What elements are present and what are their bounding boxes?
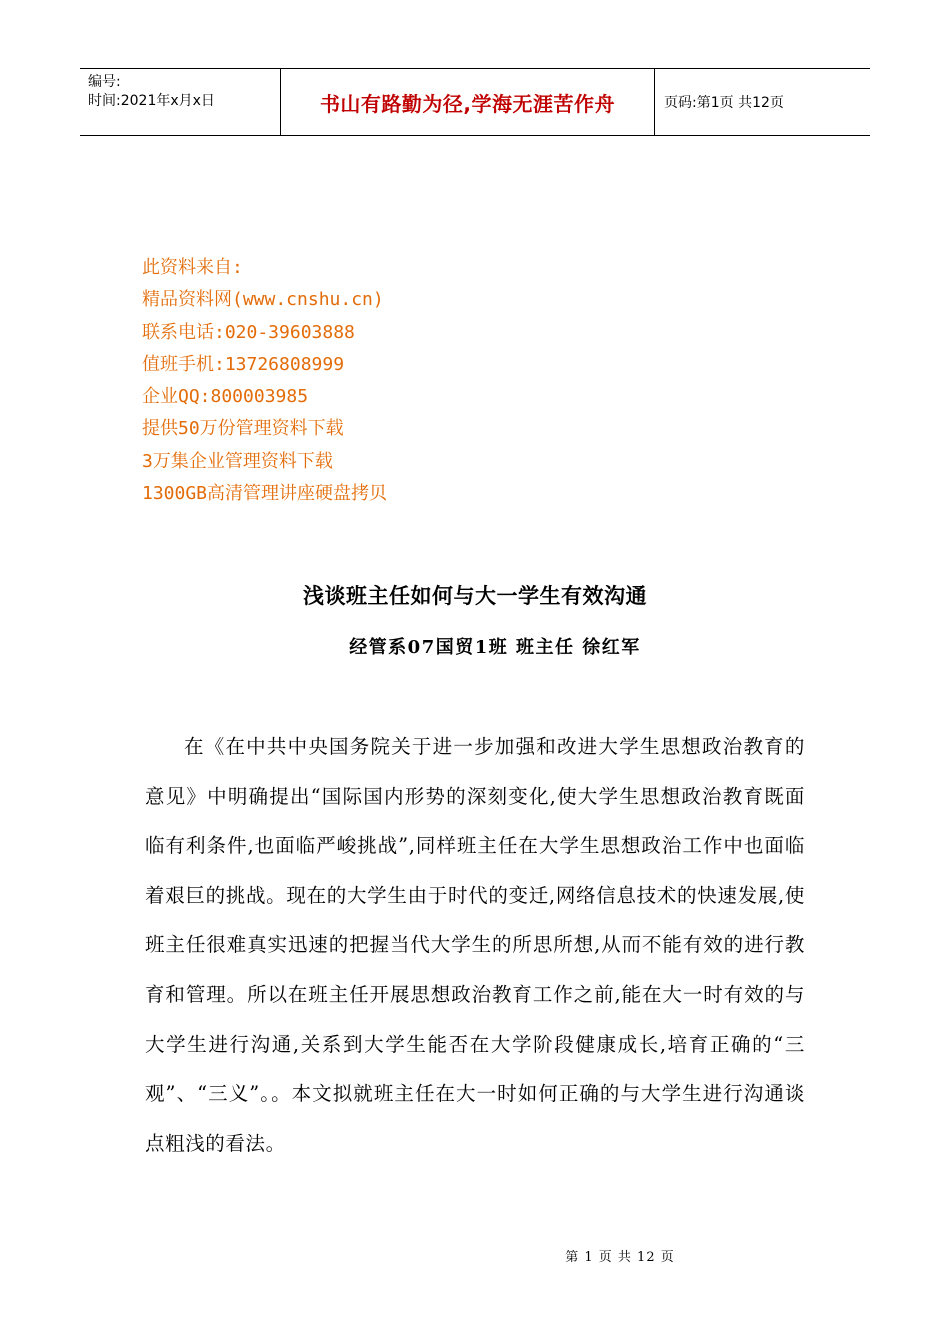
body-paragraph: 在《在中共中央国务院关于进一步加强和改进大学生思想政治教育的意见》中明确提出“国际国内形势的深刻变化,使大学生思想政治教育既面临有利条件,也面临严峻挑战”,同样班主任在大学生思想政治工作中也面临着艰巨的挑战。现在的大学生由于时代的变迁,网络信息技术的快速发展,使班主任很难真实迅速的把握当代大学生的所思所想,从而不能有效的进行教育和管理。所以在班主任开展思想政治教育工作之前,能在大一时有效的与大学生进行沟通,关系到大学生能否在大学阶段健康成长,培育正确的“三观”、“三义”。。本文拟就班主任在大一时如何正确的与大学生进行沟通谈点粗浅的看法。 [145, 735, 805, 1155]
motto-text: 书山有路勤为径,学海无涯苦作舟 [319, 91, 616, 116]
page-code: 页码:第1页 共12页 [664, 95, 784, 111]
source-line: 值班手机:13726808999 [142, 353, 345, 375]
page-footer: 第 1 页 共 12 页 [565, 1250, 675, 1265]
header-motto-cell [281, 69, 655, 135]
number-label: 编号: [88, 74, 121, 90]
source-info [142, 252, 387, 510]
source-line: 联系电话:020-39603888 [142, 321, 355, 343]
document-subtitle: 经管系07国贸1班 班主任 徐红军 [349, 637, 641, 658]
source-line: 提供50万份管理资料下载 [142, 418, 344, 440]
source-line: 3万集企业管理资料下载 [142, 450, 333, 472]
source-line: 此资料来自: [142, 257, 243, 278]
source-line: 精品资料网(www.cnshu.cn) [142, 289, 384, 311]
source-line: 企业QQ:800003985 [142, 386, 309, 408]
document-title: 浅谈班主任如何与大一学生有效沟通 [303, 584, 647, 608]
header-table [80, 68, 870, 136]
header-page-cell [655, 69, 870, 135]
time-label: 时间:2021年x月x日 [88, 93, 215, 109]
header-meta-cell [80, 69, 281, 135]
source-line: 1300GB高清管理讲座硬盘拷贝 [142, 483, 388, 505]
